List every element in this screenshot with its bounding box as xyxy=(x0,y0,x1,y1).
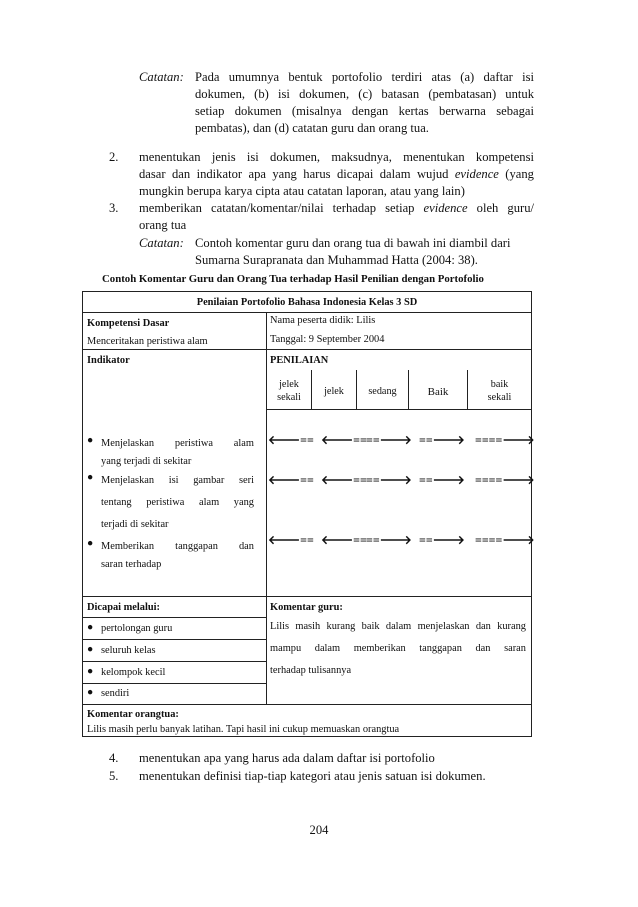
bullet-icon: ● xyxy=(87,666,94,677)
kompetensi-dasar-label: Kompetensi Dasar xyxy=(87,318,170,329)
item2-number: 2. xyxy=(109,150,119,164)
bullet-icon: ● xyxy=(87,622,94,633)
note1-line-4: pembatas), dan (d) catatan guru dan orang tua. xyxy=(195,121,429,135)
page-number: 204 xyxy=(309,823,329,837)
arrow-sedang: ==🡒 xyxy=(366,533,412,547)
student-name: Nama peserta didik: Lilis xyxy=(270,315,376,326)
scale-header-jelek: jelek xyxy=(324,386,344,397)
scale-header-jelek-sekali: jelek sekali xyxy=(277,379,301,403)
indicator-3-line-2: saran terhadap xyxy=(101,559,162,570)
indicator-1-line-1: Menjelaskan peristiwa alam xyxy=(101,438,254,449)
indicator-2-line-3: terjadi di sekitar xyxy=(101,519,169,530)
indicator-2-line-2: tentang peristiwa alam yang xyxy=(101,497,254,508)
indikator-label: Indikator xyxy=(87,355,130,366)
portfolio-assessment-table xyxy=(82,291,535,737)
item2-line-3: mungkin berupa karya cipta atau catatan laporan, atau yang lain) xyxy=(139,184,465,198)
arrow-jelek-sekali: 🡐== xyxy=(268,533,314,547)
table-caption: Contoh Komentar Guru dan Orang Tua terhadap Hasil Penilian dengan Portofolio xyxy=(102,273,484,285)
item4-number: 4. xyxy=(109,751,119,765)
scale-header-sedang: sedang xyxy=(368,386,397,397)
dicapai-label: Dicapai melalui: xyxy=(87,602,161,613)
bullet-icon: ● xyxy=(87,538,94,549)
komentar-guru-label: Komentar guru: xyxy=(270,602,343,613)
table-title: Penilaian Portofolio Bahasa Indonesia Kelas 3 SD xyxy=(196,297,418,308)
arrow-baik: ==🡒 xyxy=(419,433,465,447)
note1-line-1: Pada umumnya bentuk portofolio terdiri atas (a) daftar isi xyxy=(195,70,534,84)
note1-line-2: dokumen, (b) isi dokumen, (c) batasan (pembatasan) untuk xyxy=(195,87,534,101)
kompetensi-dasar-value: Menceritakan peristiwa alam xyxy=(87,336,208,347)
arrow-jelek-sekali: 🡐== xyxy=(268,433,314,447)
scale-header-baik: Baik xyxy=(427,386,449,398)
dicapai-item-3: kelompok kecil xyxy=(101,667,166,678)
arrow-sedang: ==🡒 xyxy=(366,473,412,487)
item4-text: menentukan apa yang harus ada dalam daftar isi portofolio xyxy=(139,751,435,765)
item3-line-1: memberikan catatan/komentar/nilai terhadap setiap evidence oleh guru/ xyxy=(139,201,534,215)
item5-text: menentukan definisi tiap-tiap kategori atau jenis satuan isi dokumen. xyxy=(139,769,486,783)
scale-header-baik-sekali: baik sekali xyxy=(487,379,512,403)
arrow-baik: ==🡒 xyxy=(419,533,465,547)
penilaian-label: PENILAIAN xyxy=(270,355,329,366)
arrow-baik-sekali: ====🡒 xyxy=(475,473,535,487)
komentar-guru-line-3: terhadap tulisannya xyxy=(270,665,352,676)
dicapai-item-1: pertolongan guru xyxy=(101,623,173,634)
komentar-orangtua-label: Komentar orangtua: xyxy=(87,709,179,720)
item3-line-2: orang tua xyxy=(139,218,187,232)
assessment-date: Tanggal: 9 September 2004 xyxy=(270,334,385,345)
indicator-1-line-2: yang terjadi di sekitar xyxy=(101,456,192,467)
bullet-icon: ● xyxy=(87,644,94,655)
arrow-jelek: 🡐== xyxy=(321,433,367,447)
dicapai-item-4: sendiri xyxy=(101,688,130,699)
indicator-3-line-1: Memberikan tanggapan dan xyxy=(101,541,254,552)
arrow-jelek-sekali: 🡐== xyxy=(268,473,314,487)
indicator-2-line-1: Menjelaskan isi gambar seri xyxy=(101,475,254,486)
komentar-guru-line-2: mampu dalam memberikan tanggapan dan saran xyxy=(270,643,526,654)
item2-line-1: menentukan jenis isi dokumen, maksudnya, menentukan kompetensi xyxy=(139,150,534,164)
item3-number: 3. xyxy=(109,201,119,215)
item5-number: 5. xyxy=(109,769,119,783)
item2-line-2: dasar dan indikator apa yang harus dicapai dalam wujud evidence (yang xyxy=(139,167,534,181)
bullet-icon: ● xyxy=(87,687,94,698)
arrow-jelek: 🡐== xyxy=(321,473,367,487)
note2-line-1: Contoh komentar guru dan orang tua di bawah ini diambil dari xyxy=(195,236,511,250)
komentar-orangtua-text: Lilis masih perlu banyak latihan. Tapi hasil ini cukup memuaskan orangtua xyxy=(87,724,400,735)
komentar-guru-line-1: Lilis masih kurang baik dalam menjelaskan dan kurang xyxy=(270,621,526,632)
bullet-icon: ● xyxy=(87,435,94,446)
bullet-icon: ● xyxy=(87,472,94,483)
note1-label: Catatan: xyxy=(139,70,184,84)
note1-line-3: setiap dokumen (misalnya dengan kertas berwarna sebagai xyxy=(195,104,534,118)
arrow-baik: ==🡒 xyxy=(419,473,465,487)
arrow-baik-sekali: ====🡒 xyxy=(475,533,535,547)
note2-label: Catatan: xyxy=(139,236,184,250)
note2-line-2: Sumarna Surapranata dan Muhammad Hatta (2004: 38). xyxy=(195,253,478,267)
arrow-sedang: ==🡒 xyxy=(366,433,412,447)
dicapai-item-2: seluruh kelas xyxy=(101,645,156,656)
arrow-baik-sekali: ====🡒 xyxy=(475,433,535,447)
arrow-jelek: 🡐== xyxy=(321,533,367,547)
